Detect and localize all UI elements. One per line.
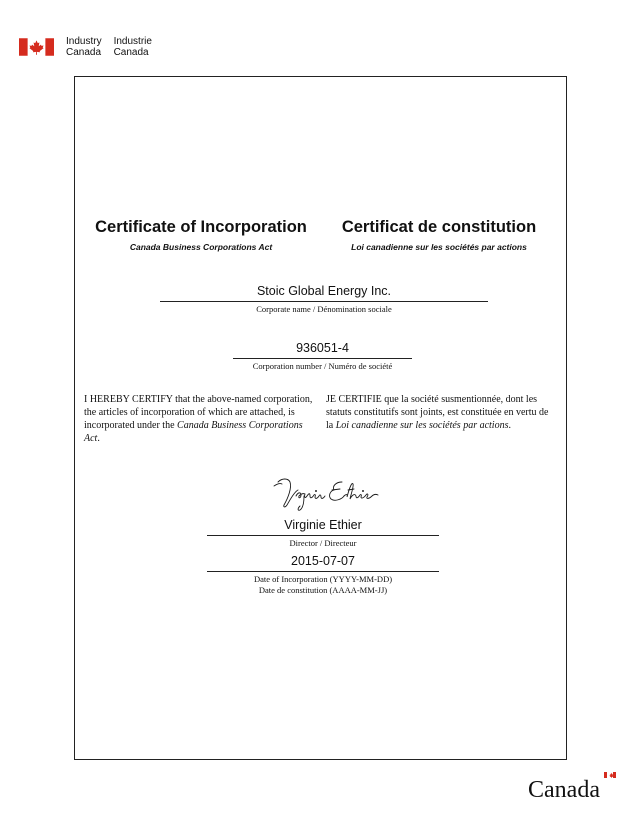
director-name: Virginie Ethier <box>284 518 362 532</box>
divider <box>207 535 439 536</box>
director-caption: Director / Directeur <box>289 538 357 548</box>
divider <box>160 301 488 302</box>
certification-text-en: I HEREBY CERTIFY that the above-named corporation, the articles of incorporation of which are attached, is incorporated under the Canada Business Corporations Act. <box>84 394 313 444</box>
divider <box>207 571 439 572</box>
svg-text:Canada: Canada <box>528 777 600 802</box>
date-caption-fr: Date de constitution (AAAA-MM-JJ) <box>258 585 388 595</box>
incorporation-date: 2015-07-07 <box>291 554 355 568</box>
divider <box>233 358 412 359</box>
corporation-number: 936051-4 <box>296 341 349 355</box>
government-header <box>19 36 152 58</box>
date-caption-en: Date of Incorporation (YYYY-MM-DD) <box>253 574 393 584</box>
canada-flag-icon <box>19 38 54 56</box>
department-name-en: Industry Canada <box>66 36 102 58</box>
certificate-title-en: Certificate of Incorporation <box>95 218 307 236</box>
signature-image <box>268 472 380 512</box>
corporate-name-field <box>160 283 488 315</box>
corporation-number-field <box>233 340 412 372</box>
corporation-number-caption: Corporation number / Numéro de société <box>252 361 393 371</box>
canada-wordmark-logo <box>527 772 617 802</box>
corporate-name-caption: Corporate name / Dénomination sociale <box>256 304 392 314</box>
incorporation-date-field <box>207 553 439 596</box>
act-name-en: Canada Business Corporations Act <box>129 242 273 252</box>
act-reference-fr: Loi canadienne sur les sociétés par actions <box>335 420 509 431</box>
act-name-fr: Loi canadienne sur les sociétés par actions <box>351 242 527 252</box>
certificate-title-fr: Certificat de constitution <box>341 218 537 236</box>
corporate-name: Stoic Global Energy Inc. <box>256 284 392 298</box>
director-field <box>207 517 439 549</box>
department-name-fr: Industrie Canada <box>113 36 152 58</box>
certification-text-fr: JE CERTIFIE que la société susmentionnée, dont les statuts constitutifs sont joints, est constituée en vertu de la Loi canadienne sur les sociétés par actions. <box>326 394 549 431</box>
act-reference-en: Canada Business Corporations Act <box>84 420 303 444</box>
